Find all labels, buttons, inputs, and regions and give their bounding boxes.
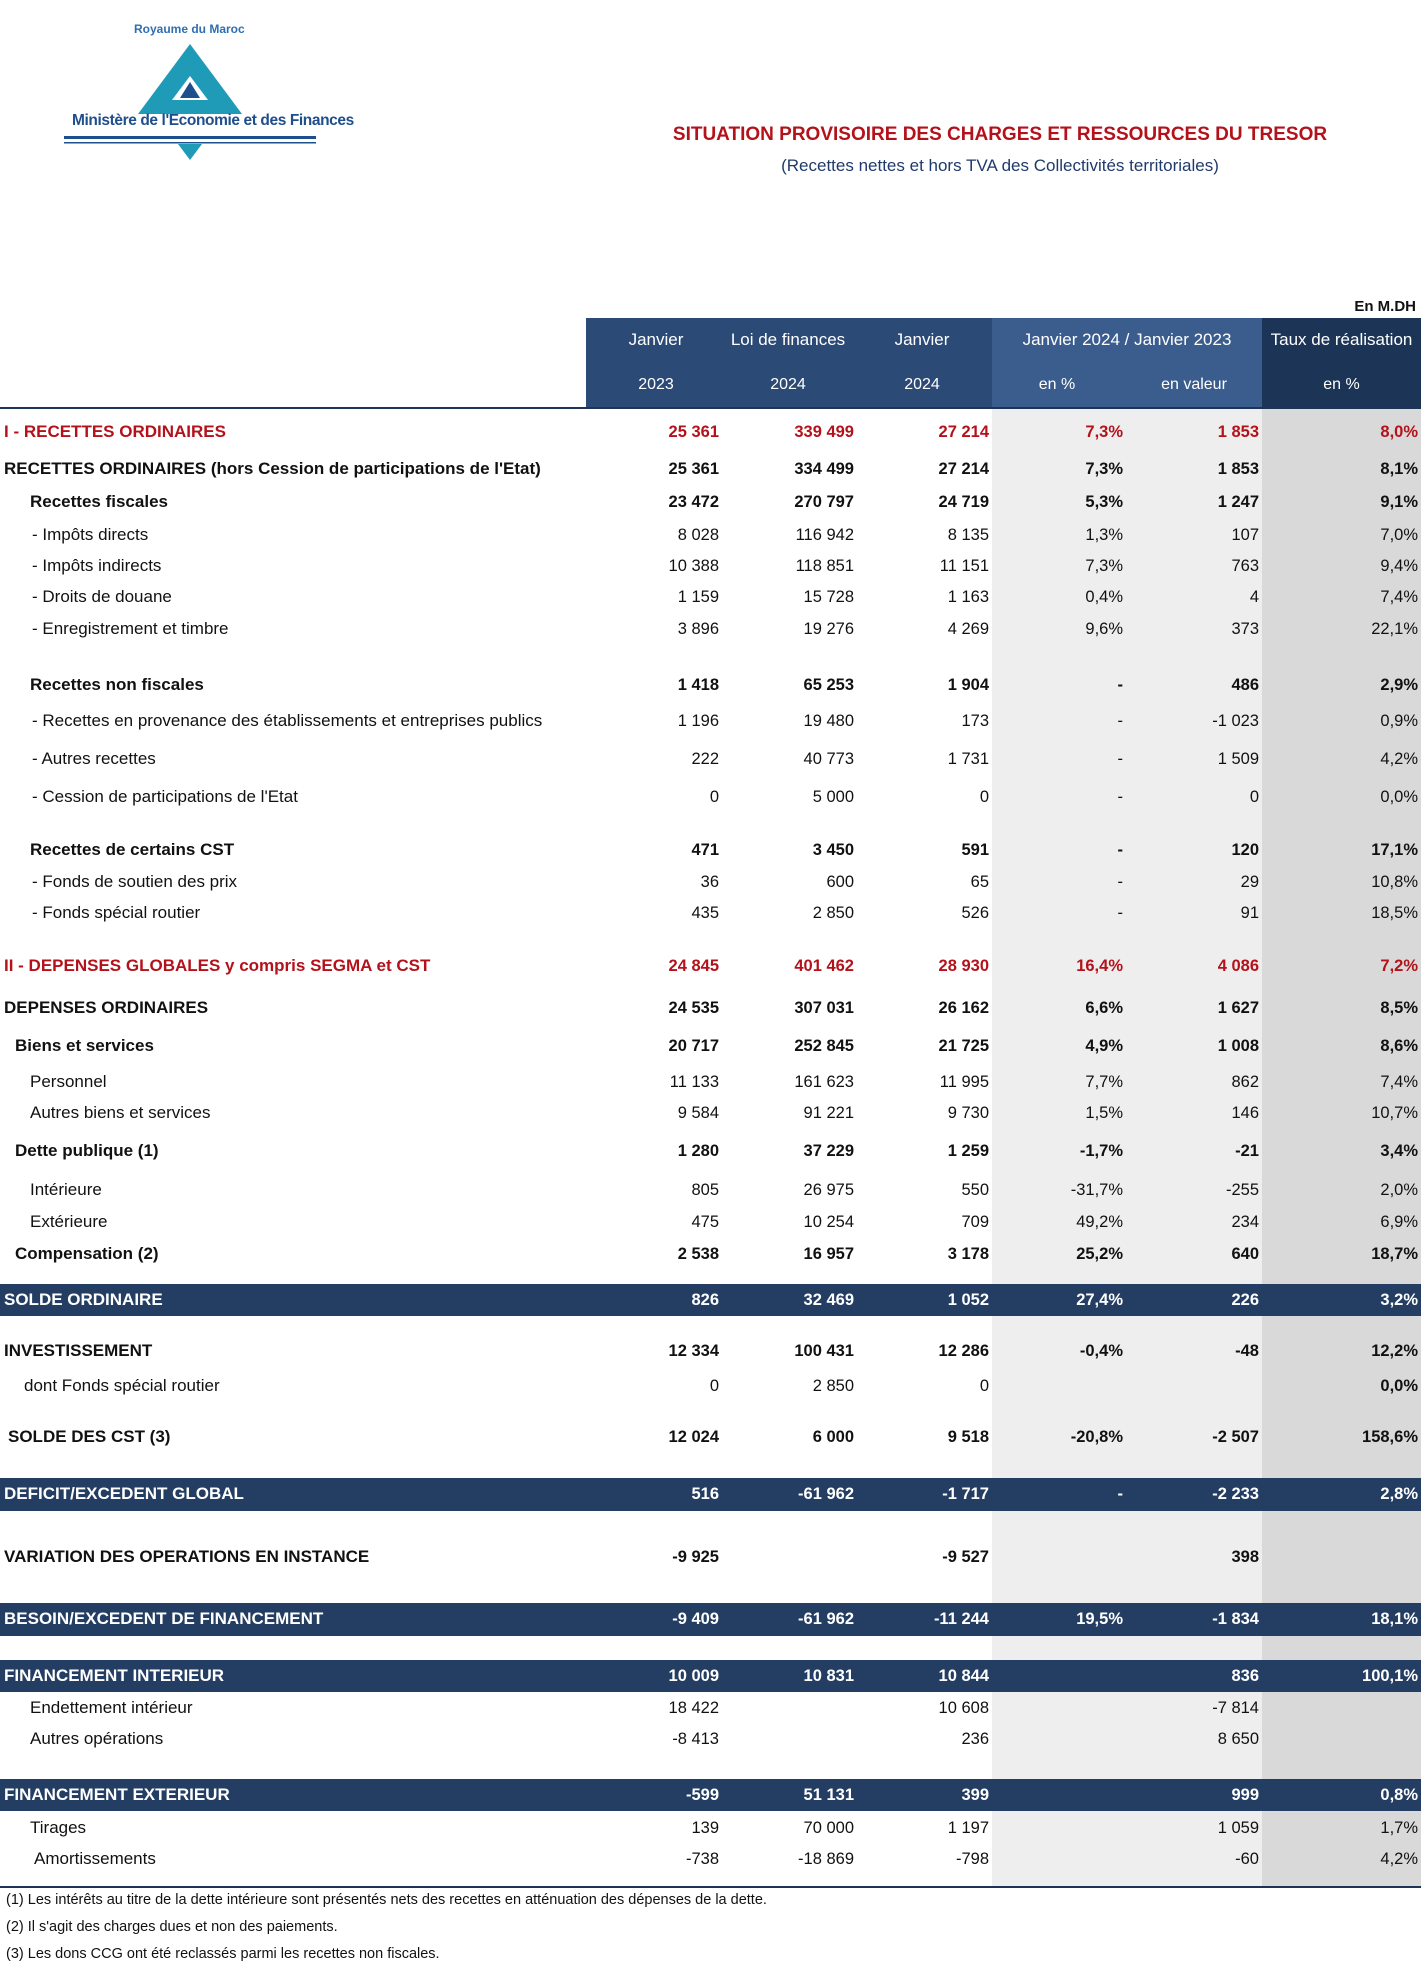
cell-realisation: 3,4% <box>1380 1142 1418 1160</box>
row-label: RECETTES ORDINAIRES (hors Cession de participations de l'Etat) <box>4 459 541 478</box>
row-label: FINANCEMENT INTERIEUR <box>4 1666 225 1685</box>
cell-janvier-2024: 173 <box>961 712 989 730</box>
cell-var-pct: 49,2% <box>1076 1213 1123 1231</box>
cell-var-value: 8 650 <box>1217 1730 1259 1748</box>
cell-realisation: 2,9% <box>1380 676 1418 694</box>
table-row-endettement-interieur <box>0 1694 1421 1722</box>
cell-lf-2024: 252 845 <box>794 1037 854 1055</box>
row-label: SOLDE ORDINAIRE <box>4 1290 163 1309</box>
table-row-cession-participations <box>0 783 1421 811</box>
cell-realisation: 8,0% <box>1380 423 1418 441</box>
cell-var-pct: -20,8% <box>1070 1428 1123 1446</box>
cell-janvier-2024: 0 <box>979 1377 989 1395</box>
cell-janvier-2024: 4 269 <box>947 620 989 638</box>
cell-janvier-2023: 10 388 <box>668 557 719 575</box>
table-row-compensation <box>0 1240 1421 1268</box>
cell-realisation: 2,8% <box>1380 1485 1418 1503</box>
cell-var-value: 1 853 <box>1217 423 1259 441</box>
cell-janvier-2023: 826 <box>691 1291 719 1309</box>
table-row-recettes-hors-cession <box>0 455 1421 483</box>
table-row-autres-recettes <box>0 745 1421 773</box>
table-row-depenses-globales <box>0 952 1421 980</box>
row-label: - Fonds spécial routier <box>32 903 201 922</box>
cell-realisation: 0,0% <box>1380 788 1418 806</box>
cell-janvier-2024: -798 <box>955 1850 989 1868</box>
cell-janvier-2024: 9 518 <box>947 1428 989 1446</box>
cell-lf-2024: 15 728 <box>803 588 854 606</box>
row-label: Intérieure <box>30 1180 102 1199</box>
cell-janvier-2024: 27 214 <box>938 423 989 441</box>
cell-janvier-2024: 0 <box>979 788 989 806</box>
cell-realisation: 10,8% <box>1371 873 1418 891</box>
cell-lf-2024: 3 450 <box>812 841 854 859</box>
cell-janvier-2023: 24 845 <box>668 957 719 975</box>
table-row-variation-instance <box>0 1543 1421 1571</box>
cell-janvier-2024: 1 731 <box>947 750 989 768</box>
cell-janvier-2024: 709 <box>961 1213 989 1231</box>
cell-janvier-2024: 236 <box>961 1730 989 1748</box>
row-label: DEPENSES ORDINAIRES <box>4 998 209 1017</box>
row-label: - Cession de participations de l'Etat <box>32 787 298 806</box>
cell-janvier-2023: -599 <box>685 1786 719 1804</box>
cell-janvier-2024: 8 135 <box>947 526 989 544</box>
row-label: I - RECETTES ORDINAIRES <box>4 422 226 441</box>
cell-janvier-2024: 11 151 <box>939 557 989 575</box>
cell-lf-2024: 16 957 <box>803 1245 854 1263</box>
cell-var-value: 107 <box>1231 526 1259 544</box>
cell-realisation: 12,2% <box>1371 1342 1418 1360</box>
cell-janvier-2023: 8 028 <box>677 526 719 544</box>
cell-realisation: 18,5% <box>1371 904 1418 922</box>
cell-janvier-2024: 26 162 <box>938 999 989 1017</box>
cell-lf-2024: 334 499 <box>794 460 854 478</box>
row-label: - Impôts indirects <box>32 556 162 575</box>
cell-var-value: 4 086 <box>1217 957 1259 975</box>
header-c2-bottom: 2024 <box>770 376 806 393</box>
row-label: Extérieure <box>30 1212 108 1231</box>
header-c3-top: Janvier <box>894 330 950 349</box>
cell-lf-2024: 5 000 <box>812 788 854 806</box>
cell-janvier-2023: -9 925 <box>672 1548 719 1566</box>
table-row-recettes-ordinaires <box>0 418 1421 446</box>
cell-var-value: -1 834 <box>1212 1610 1259 1628</box>
row-label: Autres biens et services <box>30 1103 211 1122</box>
row-label: - Enregistrement et timbre <box>32 619 229 638</box>
cell-lf-2024: -61 962 <box>798 1610 854 1628</box>
cell-var-value: 120 <box>1231 841 1259 859</box>
cell-var-pct: 7,3% <box>1085 460 1123 478</box>
cell-var-value: 146 <box>1231 1104 1259 1122</box>
cell-realisation: 18,7% <box>1371 1245 1418 1263</box>
cell-var-value: 226 <box>1231 1291 1259 1309</box>
cell-janvier-2023: 10 009 <box>668 1667 719 1685</box>
cell-var-value: 640 <box>1231 1245 1259 1263</box>
cell-var-value: -255 <box>1225 1181 1259 1199</box>
cell-janvier-2024: 9 730 <box>947 1104 989 1122</box>
cell-var-value: -2 233 <box>1212 1485 1259 1503</box>
cell-var-value: 29 <box>1240 873 1259 891</box>
cell-janvier-2023: 1 418 <box>677 676 719 694</box>
table-row-biens-services <box>0 1032 1421 1060</box>
cell-var-value: 763 <box>1231 557 1259 575</box>
cell-janvier-2023: 18 422 <box>668 1699 719 1717</box>
cell-var-value: 862 <box>1231 1073 1259 1091</box>
cell-lf-2024: 65 253 <box>803 676 854 694</box>
table-row-dette-interieure <box>0 1176 1421 1204</box>
cell-janvier-2024: 3 178 <box>947 1245 989 1263</box>
cell-var-pct: 7,3% <box>1085 423 1123 441</box>
cell-realisation: 9,1% <box>1380 493 1418 511</box>
row-label: - Impôts directs <box>32 525 149 544</box>
table-row-besoin-financement <box>0 1603 1421 1636</box>
cell-var-value: 1 247 <box>1217 493 1259 511</box>
cell-lf-2024: 40 773 <box>803 750 854 768</box>
row-label: SOLDE DES CST (3) <box>8 1427 171 1446</box>
cell-var-pct: 0,4% <box>1085 588 1123 606</box>
cell-janvier-2024: 12 286 <box>938 1342 989 1360</box>
table-row-solde-ordinaire <box>0 1284 1421 1316</box>
cell-var-value: 91 <box>1240 904 1259 922</box>
cell-var-value: 836 <box>1231 1667 1259 1685</box>
logo-kingdom-text: Royaume du Maroc <box>134 22 245 36</box>
row-label: Tirages <box>30 1818 87 1837</box>
table-row-dont-fonds-routier <box>0 1372 1421 1400</box>
table-row-recettes-non-fiscales <box>0 671 1421 699</box>
cell-janvier-2024: 1 197 <box>947 1819 989 1837</box>
cell-lf-2024: 307 031 <box>794 999 854 1017</box>
header-c6-bottom: en % <box>1323 376 1360 393</box>
table-row-depenses-ordinaires <box>0 994 1421 1022</box>
table-row-autres-operations <box>0 1725 1421 1753</box>
cell-var-value: 398 <box>1231 1548 1259 1566</box>
cell-var-value: 1 008 <box>1217 1037 1259 1055</box>
cell-var-value: -1 023 <box>1212 712 1259 730</box>
cell-janvier-2023: 3 896 <box>677 620 719 638</box>
header-c1-bottom: 2023 <box>638 376 674 393</box>
row-label: Compensation (2) <box>15 1244 159 1263</box>
row-label: Endettement intérieur <box>30 1698 193 1717</box>
cell-var-pct: 4,9% <box>1085 1037 1123 1055</box>
cell-var-pct: 7,3% <box>1085 557 1123 575</box>
cell-janvier-2024: 1 904 <box>947 676 989 694</box>
cell-realisation: 8,6% <box>1380 1037 1418 1055</box>
cell-lf-2024: 2 850 <box>812 1377 854 1395</box>
cell-lf-2024: 6 000 <box>812 1428 854 1446</box>
row-label: - Recettes en provenance des établissements et entreprises publics <box>32 711 543 730</box>
logo-emblem-icon <box>60 18 320 163</box>
cell-var-value: 234 <box>1231 1213 1259 1231</box>
cell-lf-2024: 100 431 <box>794 1342 854 1360</box>
cell-realisation: 100,1% <box>1362 1667 1418 1685</box>
cell-var-pct: -31,7% <box>1070 1181 1123 1199</box>
cell-var-value: -21 <box>1235 1142 1259 1160</box>
cell-realisation: 7,4% <box>1380 1073 1418 1091</box>
cell-lf-2024: -18 869 <box>798 1850 854 1868</box>
cell-janvier-2023: -9 409 <box>672 1610 719 1628</box>
header-divider <box>0 407 1421 409</box>
cell-lf-2024: 26 975 <box>803 1181 854 1199</box>
cell-var-value: -48 <box>1235 1342 1259 1360</box>
table-bottom-border <box>0 1886 1421 1888</box>
cell-var-value: 4 <box>1249 588 1259 606</box>
cell-realisation: 1,7% <box>1380 1819 1418 1837</box>
table-row-financement-interieur <box>0 1660 1421 1692</box>
table-row-tirages <box>0 1814 1421 1842</box>
cell-janvier-2023: 12 334 <box>668 1342 719 1360</box>
cell-janvier-2024: 550 <box>961 1181 989 1199</box>
cell-janvier-2023: 20 717 <box>668 1037 719 1055</box>
cell-var-pct: 6,6% <box>1085 999 1123 1017</box>
cell-realisation: 2,0% <box>1380 1181 1418 1199</box>
logo-ministry-text: Ministère de l'Economie et des Finances <box>72 112 354 129</box>
cell-var-pct: - <box>1117 1485 1123 1503</box>
cell-lf-2024: -61 962 <box>798 1485 854 1503</box>
cell-realisation: 4,2% <box>1380 750 1418 768</box>
cell-realisation: 18,1% <box>1371 1610 1418 1628</box>
cell-var-pct: - <box>1117 873 1123 891</box>
cell-janvier-2023: 139 <box>691 1819 719 1837</box>
cell-janvier-2023: 12 024 <box>668 1428 719 1446</box>
cell-realisation: 9,4% <box>1380 557 1418 575</box>
table-row-dette-publique <box>0 1137 1421 1165</box>
table-row-recettes-epe <box>0 707 1421 735</box>
cell-janvier-2023: -8 413 <box>672 1730 719 1748</box>
cell-janvier-2023: 9 584 <box>677 1104 719 1122</box>
cell-var-pct: 16,4% <box>1076 957 1123 975</box>
table-row-fonds-soutien-prix <box>0 868 1421 896</box>
cell-janvier-2024: 1 259 <box>947 1142 989 1160</box>
cell-var-pct: - <box>1117 904 1123 922</box>
cell-lf-2024: 118 851 <box>795 557 854 575</box>
cell-janvier-2024: 10 608 <box>938 1699 989 1717</box>
cell-var-pct: 1,5% <box>1085 1104 1123 1122</box>
row-label: INVESTISSEMENT <box>4 1341 153 1360</box>
row-label: VARIATION DES OPERATIONS EN INSTANCE <box>4 1547 370 1566</box>
cell-realisation: 3,2% <box>1380 1291 1418 1309</box>
cell-var-pct: 9,6% <box>1085 620 1123 638</box>
cell-janvier-2024: 1 052 <box>947 1291 989 1309</box>
cell-janvier-2024: -11 244 <box>933 1610 989 1628</box>
cell-var-pct: - <box>1117 750 1123 768</box>
cell-janvier-2024: 27 214 <box>938 460 989 478</box>
row-label: Recettes non fiscales <box>30 675 204 694</box>
cell-janvier-2024: 65 <box>970 873 989 891</box>
cell-janvier-2023: 471 <box>691 841 719 859</box>
cell-janvier-2023: 222 <box>691 750 719 768</box>
cell-realisation: 158,6% <box>1362 1428 1418 1446</box>
cell-var-value: 486 <box>1231 676 1259 694</box>
table-row-financement-exterieur <box>0 1779 1421 1811</box>
header-c2-top: Loi de finances <box>730 330 846 349</box>
cell-janvier-2024: 11 995 <box>939 1073 989 1091</box>
cell-janvier-2023: 25 361 <box>668 460 719 478</box>
cell-janvier-2024: 10 844 <box>938 1667 989 1685</box>
table-row-impots-directs <box>0 521 1421 549</box>
cell-var-value: 1 509 <box>1217 750 1259 768</box>
cell-janvier-2024: 28 930 <box>938 957 989 975</box>
row-label: Amortissements <box>34 1849 156 1868</box>
cell-janvier-2023: 36 <box>700 873 719 891</box>
cell-lf-2024: 270 797 <box>794 493 854 511</box>
cell-janvier-2023: 1 280 <box>677 1142 719 1160</box>
cell-lf-2024: 10 831 <box>803 1667 854 1685</box>
row-label: DEFICIT/EXCEDENT GLOBAL <box>4 1484 244 1503</box>
cell-lf-2024: 70 000 <box>803 1819 854 1837</box>
table-row-dette-exterieure <box>0 1208 1421 1236</box>
cell-janvier-2024: -9 527 <box>942 1548 989 1566</box>
cell-realisation: 7,0% <box>1380 526 1418 544</box>
cell-realisation: 0,9% <box>1380 712 1418 730</box>
row-label: II - DEPENSES GLOBALES y compris SEGMA et CST <box>4 956 431 975</box>
cell-janvier-2023: 11 133 <box>669 1073 719 1091</box>
cell-var-value: 373 <box>1231 620 1259 638</box>
cell-var-value: -2 507 <box>1212 1428 1259 1446</box>
table-row-personnel <box>0 1068 1421 1096</box>
cell-janvier-2023: 0 <box>709 1377 719 1395</box>
cell-lf-2024: 2 850 <box>812 904 854 922</box>
cell-janvier-2023: 1 196 <box>677 712 719 730</box>
cell-var-value: 1 059 <box>1217 1819 1259 1837</box>
cell-var-pct: 19,5% <box>1076 1610 1123 1628</box>
cell-lf-2024: 161 623 <box>794 1073 854 1091</box>
cell-realisation: 0,8% <box>1380 1786 1418 1804</box>
cell-var-pct: 5,3% <box>1085 493 1123 511</box>
header-c5-bottom: en valeur <box>1161 376 1227 393</box>
cell-janvier-2024: -1 717 <box>942 1485 989 1503</box>
cell-var-value: 1 627 <box>1217 999 1259 1017</box>
cell-janvier-2024: 1 163 <box>947 588 989 606</box>
cell-realisation: 4,2% <box>1380 1850 1418 1868</box>
row-label: FINANCEMENT EXTERIEUR <box>4 1785 230 1804</box>
cell-var-pct: 7,7% <box>1085 1073 1123 1091</box>
table-row-recettes-cst <box>0 836 1421 864</box>
cell-realisation: 7,2% <box>1380 957 1418 975</box>
cell-realisation: 17,1% <box>1371 841 1418 859</box>
cell-lf-2024: 51 131 <box>803 1786 854 1804</box>
cell-var-pct: 1,3% <box>1085 526 1123 544</box>
row-label: Dette publique (1) <box>15 1141 159 1160</box>
cell-janvier-2024: 526 <box>961 904 989 922</box>
cell-realisation: 8,5% <box>1380 999 1418 1017</box>
row-label: Personnel <box>30 1072 107 1091</box>
table-row-impots-indirects <box>0 552 1421 580</box>
footnote-3: (3) Les dons CCG ont été reclassés parmi les recettes non fiscales. <box>6 1946 440 1962</box>
cell-var-pct: -1,7% <box>1079 1142 1123 1160</box>
cell-lf-2024: 116 942 <box>795 526 854 544</box>
cell-janvier-2024: 24 719 <box>938 493 989 511</box>
cell-janvier-2023: 805 <box>691 1181 719 1199</box>
cell-lf-2024: 37 229 <box>803 1142 854 1160</box>
header-c1-top: Janvier <box>628 330 684 349</box>
table-row-droits-douane <box>0 583 1421 611</box>
table-row-enregistrement-timbre <box>0 615 1421 643</box>
cell-janvier-2023: 475 <box>691 1213 719 1231</box>
row-label: - Fonds de soutien des prix <box>32 872 238 891</box>
cell-lf-2024: 19 480 <box>803 712 854 730</box>
table-row-autres-biens-services <box>0 1099 1421 1127</box>
cell-realisation: 10,7% <box>1371 1104 1418 1122</box>
cell-lf-2024: 401 462 <box>794 957 854 975</box>
cell-var-value: -60 <box>1235 1850 1259 1868</box>
table-row-fonds-special-routier <box>0 899 1421 927</box>
cell-janvier-2023: 435 <box>691 904 719 922</box>
header-variation-top: Janvier 2024 / Janvier 2023 <box>1022 330 1232 349</box>
cell-janvier-2024: 21 725 <box>938 1037 989 1055</box>
cell-var-pct: - <box>1117 841 1123 859</box>
cell-janvier-2023: 25 361 <box>668 423 719 441</box>
table-row-deficit-global <box>0 1478 1421 1511</box>
cell-lf-2024: 10 254 <box>803 1213 854 1231</box>
ministry-logo <box>60 18 354 163</box>
cell-janvier-2023: -738 <box>685 1850 719 1868</box>
cell-var-value: 999 <box>1231 1786 1259 1804</box>
cell-realisation: 8,1% <box>1380 460 1418 478</box>
cell-janvier-2023: 1 159 <box>677 588 719 606</box>
row-label: Recettes de certains CST <box>30 840 235 859</box>
row-label: - Autres recettes <box>32 749 156 768</box>
table-row-recettes-fiscales <box>0 488 1421 516</box>
report-subtitle: (Recettes nettes et hors TVA des Collectivités territoriales) <box>781 156 1219 175</box>
cell-var-value: 1 853 <box>1217 460 1259 478</box>
cell-var-pct: 25,2% <box>1076 1245 1123 1263</box>
cell-realisation: 0,0% <box>1380 1377 1418 1395</box>
cell-var-pct: -0,4% <box>1079 1342 1123 1360</box>
cell-janvier-2024: 399 <box>961 1786 989 1804</box>
report-title: SITUATION PROVISOIRE DES CHARGES ET RESSOURCES DU TRESOR <box>672 124 1328 145</box>
cell-janvier-2023: 0 <box>709 788 719 806</box>
table-row-amortissements <box>0 1845 1421 1873</box>
cell-var-value: -7 814 <box>1212 1699 1259 1717</box>
row-label: - Droits de douane <box>32 587 172 606</box>
cell-lf-2024: 19 276 <box>803 620 854 638</box>
cell-janvier-2023: 23 472 <box>668 493 719 511</box>
cell-lf-2024: 32 469 <box>803 1291 854 1309</box>
cell-janvier-2024: 591 <box>961 841 989 859</box>
cell-realisation: 6,9% <box>1380 1213 1418 1231</box>
cell-var-value: 0 <box>1249 788 1259 806</box>
cell-realisation: 22,1% <box>1371 620 1418 638</box>
cell-realisation: 7,4% <box>1380 588 1418 606</box>
table-row-solde-cst <box>0 1423 1421 1451</box>
unit-label: En M.DH <box>1354 298 1416 315</box>
row-label: Biens et services <box>15 1036 154 1055</box>
footnote-2: (2) Il s'agit des charges dues et non des paiements. <box>6 1919 338 1935</box>
cell-lf-2024: 600 <box>826 873 854 891</box>
cell-var-pct: 27,4% <box>1076 1291 1123 1309</box>
header-c4-bottom: en % <box>1038 376 1076 393</box>
row-label: Autres opérations <box>30 1729 164 1748</box>
header-c3-bottom: 2024 <box>904 376 940 393</box>
cell-janvier-2023: 24 535 <box>668 999 719 1017</box>
row-label: BESOIN/EXCEDENT DE FINANCEMENT <box>4 1609 324 1628</box>
row-label: dont Fonds spécial routier <box>24 1376 220 1395</box>
row-label: Recettes fiscales <box>30 492 168 511</box>
header-c6-top: Taux de réalisation <box>1270 330 1413 349</box>
cell-lf-2024: 91 221 <box>803 1104 854 1122</box>
cell-var-pct: - <box>1117 788 1123 806</box>
cell-var-pct: - <box>1117 712 1123 730</box>
table-row-investissement <box>0 1337 1421 1365</box>
cell-janvier-2023: 2 538 <box>677 1245 719 1263</box>
cell-var-pct: - <box>1117 676 1123 694</box>
cell-lf-2024: 339 499 <box>794 423 854 441</box>
cell-janvier-2023: 516 <box>691 1485 719 1503</box>
footnote-1: (1) Les intérêts au titre de la dette intérieure sont présentés nets des recettes en atténuation des dépenses de la dette. <box>6 1892 767 1908</box>
